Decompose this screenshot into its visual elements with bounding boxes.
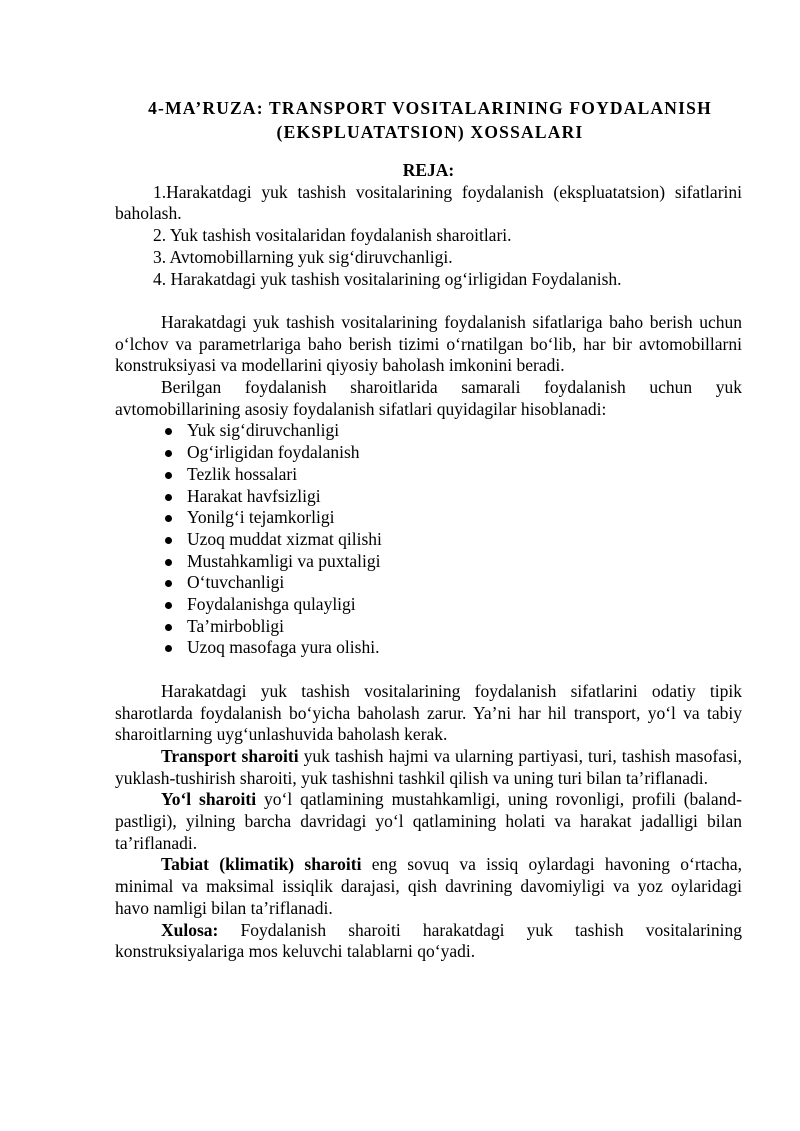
- bullet-icon: [165, 450, 172, 457]
- definition-road: [115, 789, 742, 854]
- list-item-text: Og‘irligidan foydalanish: [187, 442, 360, 463]
- list-item-text: Uzoq muddat xizmat qilishi: [187, 528, 382, 549]
- paragraph-evaluation: Harakatdagi yuk tashish vositalarining foydalanish sifatlarini odatiy tipik sharotlarda foydalanish bo‘yicha baholash zarur. Ya’ni har hil transport, yo‘l va tabiy sharoitlarning uyg‘unlashuvida baholash kerak.: [115, 680, 742, 745]
- plan-list: [115, 182, 742, 291]
- list-item-text: Foydalanishga qulayligi: [187, 594, 356, 615]
- spacer: [115, 659, 742, 681]
- definition-text: eng sovuq va issiq oylardagi havoning o‘rtacha, minimal va maksimal issiqlik darajasi, qish davrining davomiyligi va yoz oylaridagi havo namligi bilan ta’riflanadi.: [115, 854, 742, 918]
- plan-item: 1.Harakatdagi yuk tashish vositalarining foydalanish (ekspluatatsion) sifatlarini baholash.: [115, 181, 742, 224]
- list-item-text: Mustahkamligi va puxtaligi: [187, 550, 381, 571]
- list-item: [165, 616, 742, 638]
- conclusion: [115, 920, 742, 963]
- list-item-text: Ta’mirbobligi: [187, 615, 284, 636]
- list-item-text: Harakat havfsizligi: [187, 485, 321, 506]
- definition-text: yuk tashish hajmi va ularning partiyasi, turi, tashish masofasi, yuklash-tushirish sharoiti, yuk tashishni tashkil qilish va uning turi bilan ta’riflanadi.: [115, 745, 743, 788]
- bullet-icon: [165, 472, 172, 479]
- list-item-text: Yonilg‘i tejamkorligi: [187, 507, 335, 528]
- conclusion-text: Foydalanish sharoiti harakatdagi yuk tashish vositalarining konstruksiyalariga mos keluvchi talablarni qo‘yadi.: [115, 919, 742, 962]
- list-item-text: Tezlik hossalari: [187, 463, 298, 484]
- bullet-icon: [165, 494, 172, 501]
- bullet-icon: [165, 602, 172, 609]
- plan-item: 2. Yuk tashish vositalaridan foydalanish sharoitlari.: [153, 225, 512, 246]
- paragraph-intro: Harakatdagi yuk tashish vositalarining foydalanish sifatlariga baho berish uchun o‘lchov va parametrlariga baho berish tizimi o‘rnatilgan bo‘lib, har bir avtomobillarni konstruksiyasi va modellarini qiyosiy baholash imkonini beradi.: [115, 311, 742, 376]
- list-item: [165, 507, 742, 529]
- definition-transport: [115, 746, 742, 789]
- definition-climate: [115, 854, 742, 919]
- list-item: [165, 486, 742, 508]
- list-item: [165, 420, 742, 442]
- paragraph-qualities-lead: Berilgan foydalanish sharoitlarida samarali foydalanish uchun yuk avtomobillarining asosiy foydalanish sifatlari quyidagilar hisoblanadi:: [115, 377, 742, 419]
- list-item: [165, 464, 742, 486]
- title-line-2: (EKSPLUATATSION) XOSSALARI: [276, 122, 584, 142]
- document-body: [115, 160, 742, 963]
- qualities-list: [115, 420, 742, 659]
- definition-term: Yo‘l sharoiti: [161, 789, 257, 810]
- bullet-icon: [165, 515, 172, 522]
- bullet-icon: [165, 624, 172, 631]
- bullet-icon: [165, 537, 172, 544]
- list-item-text: Uzoq masofaga yura olishi.: [187, 637, 380, 658]
- list-item-text: O‘tuvchanligi: [187, 572, 285, 593]
- list-item-text: Yuk sig‘diruvchanligi: [187, 420, 340, 441]
- list-item: [165, 442, 742, 464]
- plan-heading: REJA:: [402, 160, 455, 180]
- bullet-icon: [165, 428, 172, 435]
- list-item: [165, 572, 742, 594]
- definition-term: Tabiat (klimatik) sharoiti: [161, 854, 362, 875]
- plan-item: 3. Avtomobillarning yuk sig‘diruvchanligi.: [153, 246, 453, 267]
- bullet-icon: [165, 559, 172, 566]
- definition-term: Transport sharoiti: [161, 745, 299, 766]
- list-item: [165, 551, 742, 573]
- list-item: [165, 594, 742, 616]
- definition-text: yo‘l qatlamining mustahkamligi, uning rovonligi, profili (baland-pastligi), yilning barcha davridagi yo‘l qatlamining holati va harakat jadalligi bilan ta’riflanadi.: [115, 789, 743, 853]
- list-item: [165, 529, 742, 551]
- lecture-title: [100, 96, 760, 144]
- title-line-1: 4-MA’RUZA: TRANSPORT VOSITALARINING FOYDALANISH: [148, 98, 712, 118]
- conclusion-term: Xulosa:: [161, 919, 219, 940]
- bullet-icon: [165, 580, 172, 587]
- spacer: [115, 290, 742, 312]
- plan-item: 4. Harakatdagi yuk tashish vositalarining og‘irligidan Foydalanish.: [153, 268, 622, 289]
- list-item: [165, 637, 742, 659]
- bullet-icon: [165, 645, 172, 652]
